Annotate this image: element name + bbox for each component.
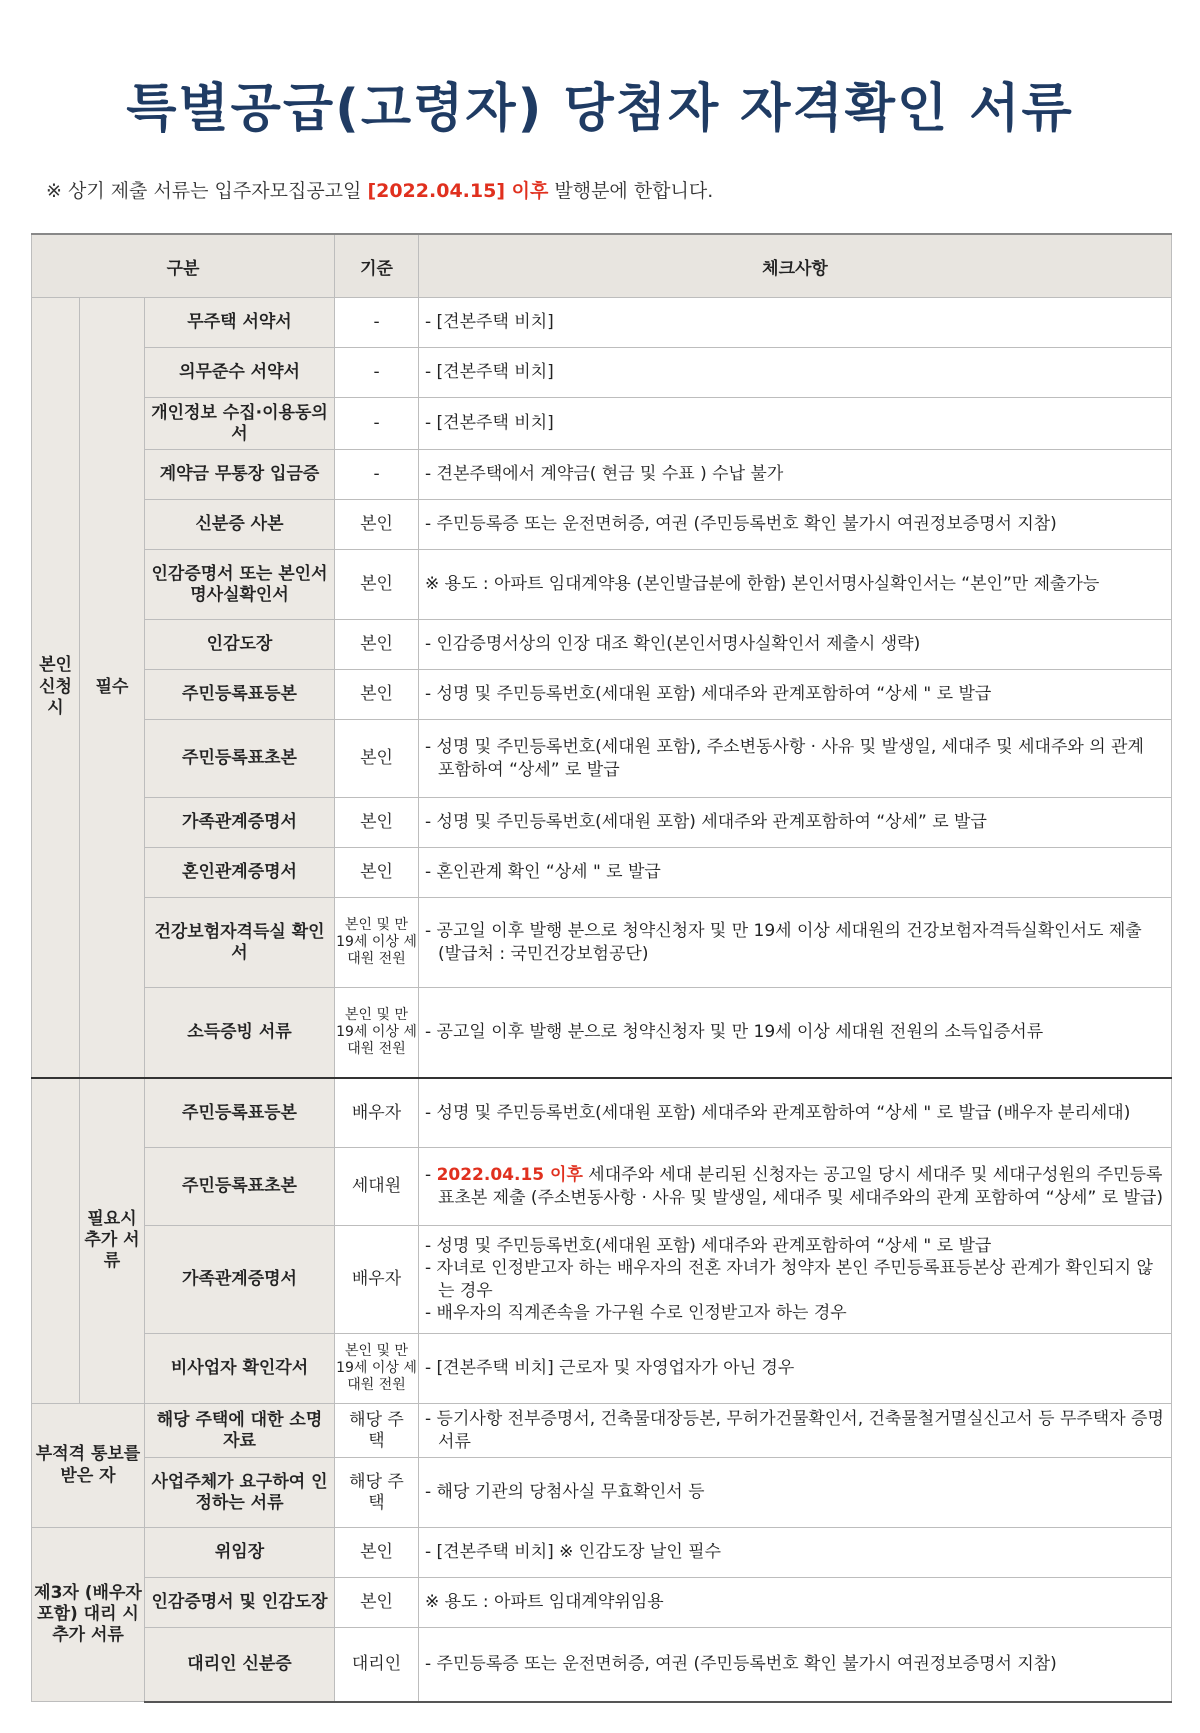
document-name: 위임장 (145, 1528, 335, 1578)
check-line: - 성명 및 주민등록번호(세대원 포함) 세대주와 관계포함하여 “상세 " 로 발급 (배우자 분리세대) (425, 1102, 1131, 1123)
document-name: 주민등록표초본 (145, 1148, 335, 1226)
check-line: ※ 용도 : 아파트 임대계약용 (본인발급분에 한함) 본인서명사실확인서는 “본인”만 제출가능 (425, 574, 1100, 595)
check-dash: - (425, 1165, 437, 1186)
check-line: - 성명 및 주민등록번호(세대원 포함), 주소변동사항 · 사유 및 발생일, 세대주 및 세대주와 의 관계 포함하여 “상세” 로 발급 (425, 737, 1144, 780)
document-name: 무주택 서약서 (145, 298, 335, 348)
document-name: 혼인관계증명서 (145, 848, 335, 898)
check-cell (419, 620, 1172, 670)
table-row (32, 1628, 1172, 1702)
check-line: - [견본주택 비치] (425, 312, 554, 333)
table-header (32, 234, 1172, 298)
group-ineligible: 부적격 통보를 받은 자 (32, 1404, 145, 1528)
criteria-cell: 본인 (335, 500, 419, 550)
table-row (32, 1578, 1172, 1628)
check-line: - 주민등록증 또는 운전면허증, 여권 (주민등록번호 확인 불가시 여권정보증명서 지참) (425, 1654, 1057, 1675)
check-line: - 성명 및 주민등록번호(세대원 포함) 세대주와 관계포함하여 “상세 " 로 발급 (425, 684, 992, 705)
check-line: - 해당 기관의 당첨사실 무효확인서 등 (425, 1482, 705, 1503)
check-line: - 성명 및 주민등록번호(세대원 포함) 세대주와 관계포함하여 “상세 " 로 발급 (425, 1236, 992, 1257)
document-name: 가족관계증명서 (145, 1226, 335, 1334)
document-name: 주민등록표등본 (145, 1078, 335, 1148)
documents-table (31, 233, 1172, 1703)
check-cell (419, 1458, 1172, 1528)
criteria-cell: 본인 및 만 19세 이상 세대원 전원 (335, 898, 419, 988)
criteria-cell: 본인 및 만 19세 이상 세대원 전원 (335, 1334, 419, 1404)
criteria-cell: 본인 (335, 848, 419, 898)
criteria-cell: 해당 주택 (335, 1458, 419, 1528)
criteria-cell: 본인 (335, 798, 419, 848)
table-row (32, 988, 1172, 1078)
document-name: 신분증 사본 (145, 500, 335, 550)
header-category: 구분 (32, 234, 335, 298)
table-row (32, 1404, 1172, 1458)
notice-prefix: ※ 상기 제출 서류는 입주자모집공고일 (46, 180, 368, 202)
check-line: - 성명 및 주민등록번호(세대원 포함) 세대주와 관계포함하여 “상세” 로 발급 (425, 812, 987, 833)
check-line: - 등기사항 전부증명서, 건축물대장등본, 무허가건물확인서, 건축물철거멸실신고서 등 무주택자 증명서류 (425, 1409, 1164, 1452)
check-cell (419, 720, 1172, 798)
group-required: 필수 (80, 298, 145, 1078)
table-row (32, 898, 1172, 988)
check-line: - 견본주택에서 계약금( 현금 및 수표 ) 수납 불가 (425, 464, 784, 485)
notice (46, 176, 713, 203)
criteria-cell: - (335, 348, 419, 398)
criteria-cell: 본인 (335, 670, 419, 720)
criteria-cell: - (335, 398, 419, 450)
check-cell (419, 1528, 1172, 1578)
check-cell (419, 1078, 1172, 1148)
check-cell (419, 500, 1172, 550)
criteria-cell: - (335, 298, 419, 348)
check-cell (419, 398, 1172, 450)
criteria-cell: 해당 주택 (335, 1404, 419, 1458)
table-row (32, 550, 1172, 620)
document-name: 주민등록표초본 (145, 720, 335, 798)
document-name: 가족관계증명서 (145, 798, 335, 848)
group-self-spacer (32, 1078, 80, 1404)
notice-date: [2022.04.15] 이후 (367, 180, 549, 202)
criteria-cell: 본인 (335, 620, 419, 670)
document-name: 건강보험자격득실 확인서 (145, 898, 335, 988)
table-row (32, 1148, 1172, 1226)
check-cell (419, 450, 1172, 500)
document-name: 비사업자 확인각서 (145, 1334, 335, 1404)
table-row (32, 500, 1172, 550)
document-name: 개인정보 수집·이용동의서 (145, 398, 335, 450)
check-line: - 공고일 이후 발행 분으로 청약신청자 및 만 19세 이상 세대원 전원의 소득입증서류 (425, 1022, 1044, 1043)
check-line: - 자녀로 인정받고자 하는 배우자의 전혼 자녀가 청약자 본인 주민등록표등본상 관계가 확인되지 않는 경우 (425, 1258, 1153, 1301)
table-row (32, 848, 1172, 898)
check-cell (419, 1404, 1172, 1458)
check-cell (419, 1148, 1172, 1226)
check-cell (419, 1226, 1172, 1334)
table-row (32, 670, 1172, 720)
check-line: - [견본주택 비치] ※ 인감도장 날인 필수 (425, 1542, 721, 1563)
document-name: 의무준수 서약서 (145, 348, 335, 398)
check-line: - [견본주택 비치] 근로자 및 자영업자가 아닌 경우 (425, 1358, 795, 1379)
document-name: 계약금 무통장 입금증 (145, 450, 335, 500)
table-row (32, 1458, 1172, 1528)
check-cell (419, 298, 1172, 348)
check-line: - [견본주택 비치] (425, 362, 554, 383)
criteria-cell: 배우자 (335, 1078, 419, 1148)
table-row (32, 720, 1172, 798)
table-row (32, 620, 1172, 670)
document-name: 인감증명서 또는 본인서명사실확인서 (145, 550, 335, 620)
check-line: - 인감증명서상의 인장 대조 확인(본인서명사실확인서 제출시 생략) (425, 634, 921, 655)
check-cell (419, 670, 1172, 720)
group-self: 본인 신청 시 (32, 298, 80, 1078)
group-additional: 필요시 추가 서류 (80, 1078, 145, 1404)
document-name: 인감도장 (145, 620, 335, 670)
check-text: 세대주와 세대 분리된 신청자는 공고일 당시 세대주 및 세대구성원의 주민등록표초본 제출 (주소변동사항 · 사유 및 발생일, 세대주 및 세대주와의 관계 포함하여 “상세” 로 발급) (438, 1165, 1163, 1208)
check-line: - [견본주택 비치] (425, 413, 554, 434)
table-row (32, 798, 1172, 848)
document-name: 사업주체가 요구하여 인정하는 서류 (145, 1458, 335, 1528)
check-cell (419, 1334, 1172, 1404)
check-cell (419, 988, 1172, 1078)
check-line: - 혼인관계 확인 “상세 " 로 발급 (425, 862, 661, 883)
check-cell (419, 898, 1172, 988)
criteria-cell: 본인 (335, 1578, 419, 1628)
check-line: - 배우자의 직계존속을 가구원 수로 인정받고자 하는 경우 (425, 1302, 847, 1323)
check-cell (419, 1628, 1172, 1702)
table-row (32, 1078, 1172, 1148)
document-name: 해당 주택에 대한 소명자료 (145, 1404, 335, 1458)
group-proxy: 제3자 (배우자 포함) 대리 시 추가 서류 (32, 1528, 145, 1702)
table-row (32, 298, 1172, 348)
document-name: 대리인 신분증 (145, 1628, 335, 1702)
document-name: 인감증명서 및 인감도장 (145, 1578, 335, 1628)
header-check: 체크사항 (419, 234, 1172, 298)
check-cell (419, 1578, 1172, 1628)
criteria-cell: 배우자 (335, 1226, 419, 1334)
document-name: 소득증빙 서류 (145, 988, 335, 1078)
criteria-cell: 세대원 (335, 1148, 419, 1226)
criteria-cell: 본인 (335, 1528, 419, 1578)
check-cell (419, 550, 1172, 620)
check-line: - 주민등록증 또는 운전면허증, 여권 (주민등록번호 확인 불가시 여권정보증명서 지참) (425, 514, 1057, 535)
criteria-cell: 본인 (335, 720, 419, 798)
table-row (32, 1226, 1172, 1334)
criteria-cell: 본인 (335, 550, 419, 620)
table-row (32, 1528, 1172, 1578)
criteria-cell: - (335, 450, 419, 500)
check-cell (419, 848, 1172, 898)
table-row (32, 398, 1172, 450)
check-line (425, 1164, 1165, 1208)
check-line: - 공고일 이후 발행 분으로 청약신청자 및 만 19세 이상 세대원의 건강보험자격득실확인서도 제출 (발급처 : 국민건강보험공단) (425, 921, 1142, 964)
criteria-cell: 본인 및 만 19세 이상 세대원 전원 (335, 988, 419, 1078)
page-title: 특별공급(고령자) 당첨자 자격확인 서류 (126, 79, 1074, 139)
document-name: 주민등록표등본 (145, 670, 335, 720)
check-cell (419, 348, 1172, 398)
check-line: ※ 용도 : 아파트 임대계약위임용 (425, 1592, 664, 1613)
table-row (32, 348, 1172, 398)
check-cell (419, 798, 1172, 848)
notice-suffix: 발행분에 한합니다. (548, 180, 714, 202)
header-criteria: 기준 (335, 234, 419, 298)
check-date-highlight: 2022.04.15 이후 (436, 1165, 583, 1186)
table-row (32, 450, 1172, 500)
criteria-cell: 대리인 (335, 1628, 419, 1702)
table-row (32, 1334, 1172, 1404)
